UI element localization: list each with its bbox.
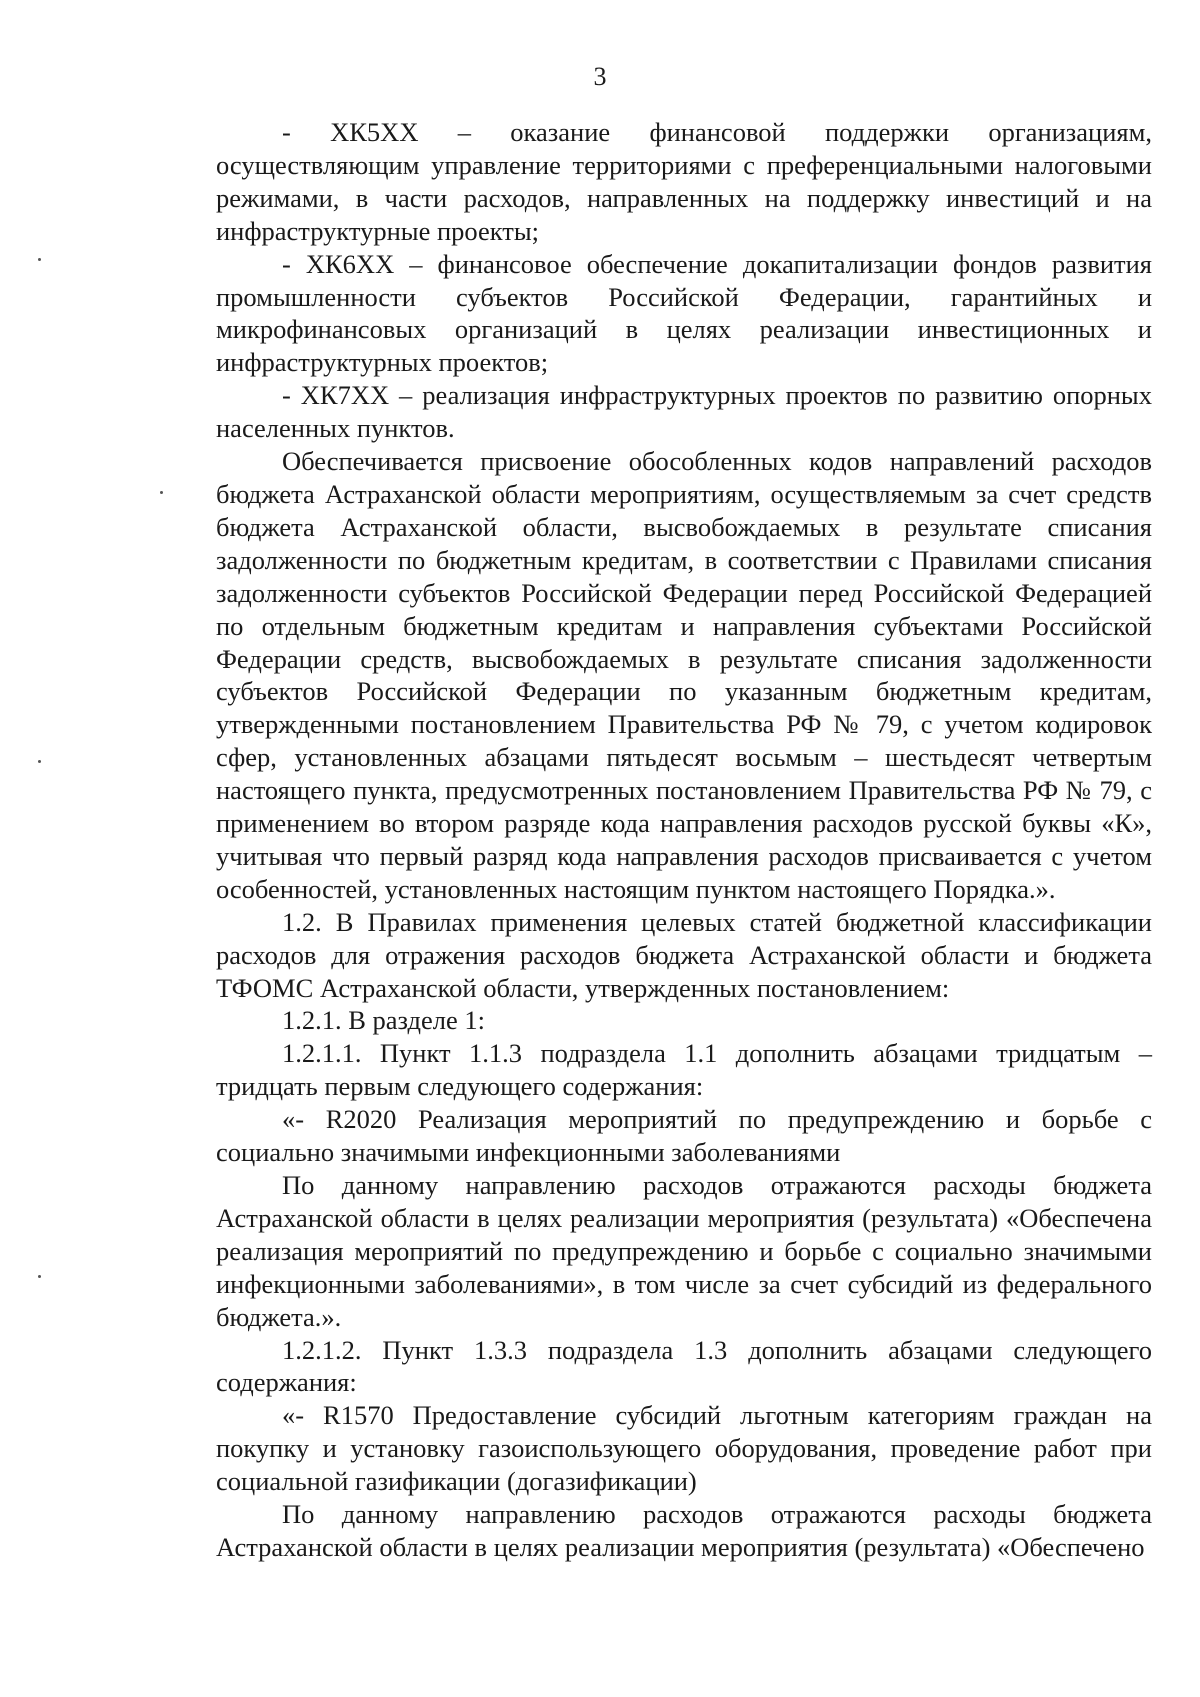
paragraph-code-r2020: «- R2020 Реализация мероприятий по предупреждению и борьбе с социально значимыми инфекционными заболеваниями — [216, 1104, 1152, 1168]
paragraph-item-1-2-1-1: 1.2.1.1. Пункт 1.1.3 подраздела 1.1 дополнить абзацами тридцатым – тридцать первым следующего содержания: — [216, 1038, 1152, 1102]
paragraph-item-1-2: 1.2. В Правилах применения целевых статей бюджетной классификации расходов для отражения расходов бюджета Астраханской области и бюджета ТФОМС Астраханской области, утвержденных постановлением: — [216, 906, 1152, 1003]
scan-speck — [38, 258, 41, 261]
scan-speck — [38, 760, 41, 763]
paragraph-code-r1570: «- R1570 Предоставление субсидий льготным категориям граждан на покупку и установку газоиспользующего оборудования, проведение работ при социальной газификации (догазификации) — [216, 1400, 1152, 1497]
paragraph-code-xk7xx: - ХК7ХХ – реализация инфраструктурных проектов по развитию опорных населенных пунктов. — [216, 380, 1152, 444]
paragraph-item-1-2-1: 1.2.1. В разделе 1: — [282, 1005, 486, 1036]
paragraph-r1570-description: По данному направлению расходов отражаются расходы бюджета Астраханской области в целях реализации мероприятия (результата) «Обеспечено — [216, 1499, 1152, 1562]
page-number: 3 — [593, 62, 607, 91]
paragraph-code-xk5xx: - ХК5ХХ – оказание финансовой поддержки организациям, осуществляющим управление территориями с преференциальными налоговыми режимами, в части расходов, направленных на поддержку инвестиций и на инфраструктурные проекты; — [216, 117, 1152, 246]
paragraph-code-xk6xx: - ХК6ХХ – финансовое обеспечение докапитализации фондов развития промышленности субъектов Российской Федерации, гарантийных и микрофинансовых организаций в целях реализации инвестиционных и инфраструктурных проектов; — [216, 248, 1152, 378]
paragraph-separate-codes: Обеспечивается присвоение обособленных кодов направлений расходов бюджета Астраханской области мероприятиям, осуществляемым за счет средств бюджета Астраханской области, высвобождаемых в результате списания задолженности по бюджетным кредитам, в соответствии с Правилами списания задолженности субъектов Российской Федерации перед Российской Федерацией по отдельным бюджетным кредитам и направления субъектами Российской Федерации средств, высвобождаемых в результате списания задолженности субъектов Российской Федерации по указанным бюджетным кредитам, утвержденными постановлением Правительства РФ № 79, с учетом кодировок сфер, установленных абзацами пятьдесят восьмым – шестьдесят четвертым настоящего пункта, предусмотренных постановлением Правительства РФ № 79, с применением во втором разряде кода направления расходов русской буквы «К», учитывая что первый разряд кода направления расходов присваивается с учетом особенностей, установленных настоящим пунктом настоящего Порядка.». — [216, 446, 1152, 904]
scan-speck — [38, 1275, 41, 1278]
paragraph-r2020-description: По данному направлению расходов отражаются расходы бюджета Астраханской области в целях реализации мероприятия (результата) «Обеспечена реализация мероприятий по предупреждению и борьбе с социально значимыми инфекционными заболеваниями», в том числе за счет субсидий из федерального бюджета.». — [216, 1170, 1152, 1332]
document-body — [216, 116, 1152, 1564]
paragraph-item-1-2-1-2: 1.2.1.2. Пункт 1.3.3 подраздела 1.3 дополнить абзацами следующего содержания: — [216, 1334, 1152, 1398]
scan-speck — [160, 491, 163, 494]
